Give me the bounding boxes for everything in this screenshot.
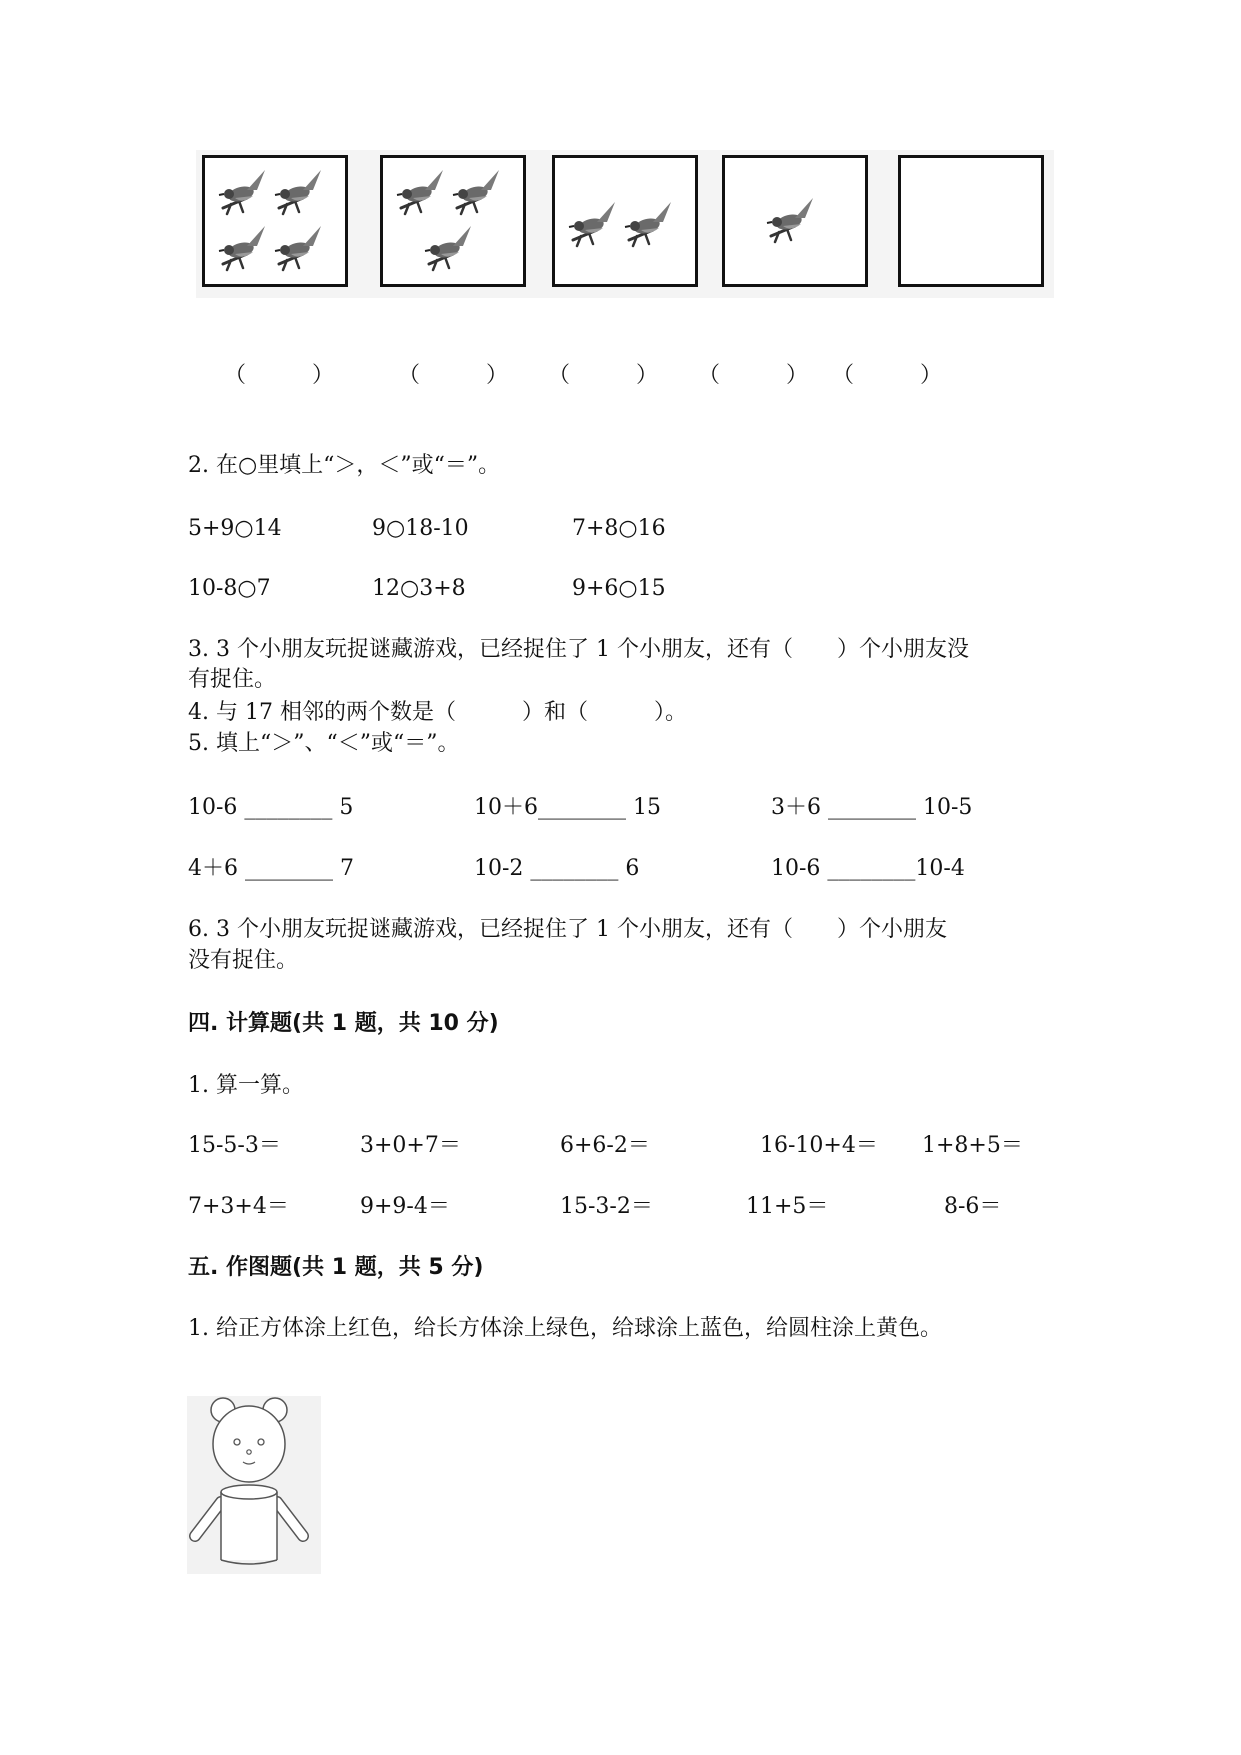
q3-line2: 有捉住。 [188,667,277,692]
q2-item: 5+9○14 [188,516,282,541]
bird-box-2 [380,155,526,287]
section5-prompt: 1. 给正方体涂上红色，给长方体涂上绿色，给球涂上蓝色，给圆柱涂上黄色。 [188,1316,942,1341]
calc-item: 6+6-2＝ [560,1133,650,1158]
bird-icon [217,164,273,220]
q2-prompt: 2. 在○里填上“＞，＜”或“＝”。 [188,453,501,478]
bird-icon [423,220,479,276]
calc-item: 7+3+4＝ [188,1194,289,1219]
q2-item: 9○18-10 [372,516,469,541]
answer-blank-2[interactable]: （ ） [398,363,509,388]
bear-cylinder-drawing [187,1396,321,1574]
q5-item: 10-6 ________ 5 [188,795,354,820]
q5-item: 4＋6 ________ 7 [188,856,354,881]
answer-blank-4[interactable]: （ ） [698,363,809,388]
bird-box-5 [898,155,1044,287]
q5-item: 10＋6________ 15 [474,795,661,820]
q2-item: 10-8○7 [188,576,271,601]
answer-blank-1[interactable]: （ ） [224,363,335,388]
q3-line1: 3. 3 个小朋友玩捉谜藏游戏，已经捉住了 1 个小朋友，还有（ ）个小朋友没 [188,637,969,662]
calc-item: 16-10+4＝ [760,1133,878,1158]
q5-prompt: 5. 填上“＞”、“＜”或“＝”。 [188,731,460,756]
calc-item: 15-5-3＝ [188,1133,281,1158]
bird-icon [217,220,273,276]
q2-item: 7+8○16 [572,516,666,541]
calc-item: 11+5＝ [746,1194,829,1219]
calc-item: 3+0+7＝ [360,1133,461,1158]
q5-item: 10-2 ________ 6 [474,856,640,881]
q6-line1: 6. 3 个小朋友玩捉谜藏游戏，已经捉住了 1 个小朋友，还有（ ）个小朋友 [188,917,947,942]
bird-box-3 [552,155,698,287]
bird-box-4 [722,155,868,287]
bird-icon [451,164,507,220]
q2-item: 12○3+8 [372,576,466,601]
q6-line2: 没有捉住。 [188,948,299,973]
bird-icon [623,196,679,252]
bird-icon [273,220,329,276]
bird-icon [395,164,451,220]
answer-blank-5[interactable]: （ ） [832,363,943,388]
calc-item: 1+8+5＝ [922,1133,1023,1158]
bird-box-1 [202,155,348,287]
calc-item: 8-6＝ [944,1194,1002,1219]
answer-blank-3[interactable]: （ ） [548,363,659,388]
q4-text: 4. 与 17 相邻的两个数是（ ）和（ ）。 [188,700,687,725]
q2-item: 9+6○15 [572,576,666,601]
bird-icon [273,164,329,220]
bird-icon [765,192,821,248]
section4-title: 四. 计算题(共 1 题，共 10 分) [188,1011,499,1036]
section5-title: 五. 作图题(共 1 题，共 5 分) [188,1255,484,1280]
calc-item: 9+9-4＝ [360,1194,450,1219]
q5-item: 3＋6 ________ 10-5 [771,795,973,820]
q5-item: 10-6 ________10-4 [771,856,965,881]
bird-icon [567,196,623,252]
calc-item: 15-3-2＝ [560,1194,653,1219]
section4-prompt: 1. 算一算。 [188,1073,304,1098]
